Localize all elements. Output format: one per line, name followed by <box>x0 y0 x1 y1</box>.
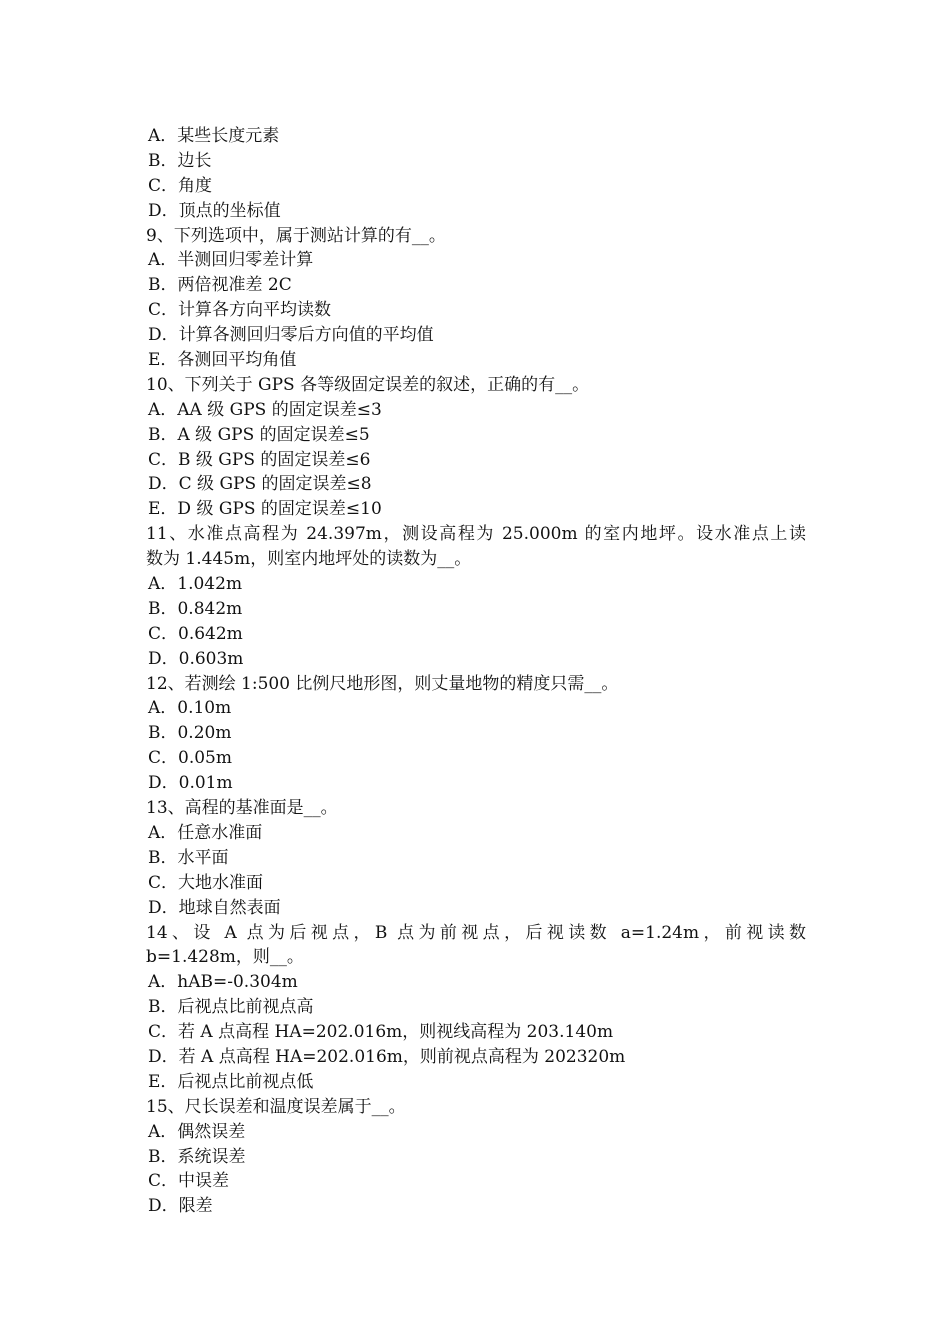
answer-option: A．1.042m <box>148 574 243 595</box>
answer-option: E．后视点比前视点低 <box>148 1071 314 1092</box>
answer-option: C．B 级 GPS 的固定误差≤6 <box>148 449 371 470</box>
answer-option: B．A 级 GPS 的固定误差≤5 <box>148 424 370 445</box>
question-text: 10、下列关于 GPS 各等级固定误差的叙述，正确的有__。 <box>146 374 590 395</box>
answer-option: D．顶点的坐标值 <box>148 200 281 221</box>
question-text: 11、水准点高程为 24.397m，测设高程为 25.000m 的室内地坪。设水准点上读 <box>146 524 806 545</box>
answer-option: D．若 A 点高程 HA=202.016m，则前视点高程为 202320m <box>148 1046 626 1067</box>
question-text: 13、高程的基准面是__。 <box>146 798 338 819</box>
answer-option: E．D 级 GPS 的固定误差≤10 <box>148 499 382 520</box>
answer-option: B．后视点比前视点高 <box>148 997 314 1018</box>
answer-option: A．hAB=-0.304m <box>148 972 298 993</box>
question-text: 14、设 A 点为后视点，B 点为前视点，后视读数 a=1.24m，前视读数 <box>146 922 806 943</box>
question-text: 数为 1.445m，则室内地坪处的读数为__。 <box>146 549 472 570</box>
answer-option: C．若 A 点高程 HA=202.016m，则视线高程为 203.140m <box>148 1022 614 1043</box>
answer-option: A．AA 级 GPS 的固定误差≤3 <box>148 399 382 420</box>
answer-option: C．中误差 <box>148 1171 230 1192</box>
answer-option: B．水平面 <box>148 847 229 868</box>
answer-option: C．0.05m <box>148 748 232 769</box>
answer-option: A．某些长度元素 <box>148 126 280 146</box>
answer-option: C．大地水准面 <box>148 872 264 893</box>
document-body <box>146 124 806 1219</box>
answer-option: A．任意水准面 <box>148 822 263 843</box>
question-text: 9、下列选项中，属于测站计算的有__。 <box>146 225 446 246</box>
question-text: b=1.428m，则__。 <box>146 947 304 968</box>
answer-option: C．计算各方向平均读数 <box>148 300 332 321</box>
answer-option: D．计算各测回归零后方向值的平均值 <box>148 325 434 346</box>
answer-option: D．限差 <box>148 1196 213 1217</box>
answer-option: D．0.01m <box>148 773 233 794</box>
answer-option: A．偶然误差 <box>148 1121 246 1142</box>
answer-option: E．各测回平均角值 <box>148 350 297 371</box>
answer-option: C．角度 <box>148 175 213 196</box>
answer-option: A．0.10m <box>148 698 232 719</box>
answer-option: A．半测回归零差计算 <box>148 250 314 271</box>
answer-option: D．0.603m <box>148 648 244 669</box>
answer-option: C．0.642m <box>148 623 243 644</box>
answer-option: B．0.842m <box>148 598 243 619</box>
question-text: 15、尺长误差和温度误差属于__。 <box>146 1096 406 1117</box>
answer-option: B．两倍视准差 2C <box>148 275 292 296</box>
question-text: 12、若测绘 1:500 比例尺地形图，则丈量地物的精度只需__。 <box>146 673 619 694</box>
answer-option: D．C 级 GPS 的固定误差≤8 <box>148 474 372 495</box>
answer-option: B．边长 <box>148 150 212 171</box>
answer-option: B．0.20m <box>148 723 232 744</box>
answer-option: B．系统误差 <box>148 1146 246 1167</box>
answer-option: D．地球自然表面 <box>148 897 281 918</box>
